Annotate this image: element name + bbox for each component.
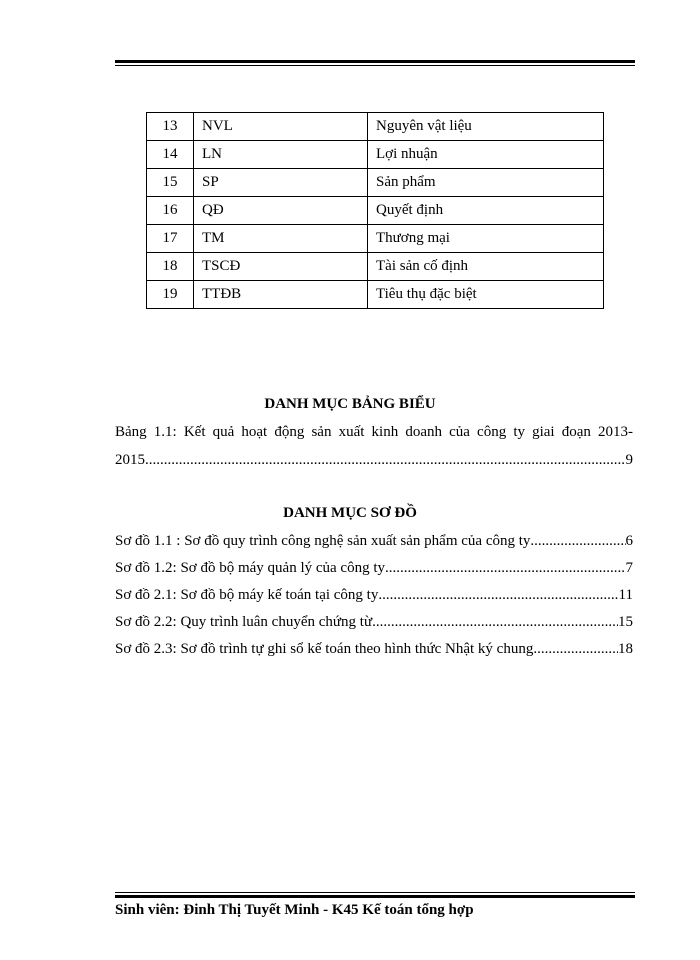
abbreviation-table [146,112,604,309]
diagram-entry-page: 7 [625,560,633,576]
cell-meaning: Nguyên vật liệu [368,113,604,141]
cell-meaning: Tài sản cố định [368,253,604,281]
diagram-entry [115,560,633,577]
diagram-entry-label: Sơ đồ 2.1: Sơ đồ bộ máy kế toán tại công ty [115,587,379,603]
table-row [147,113,604,141]
cell-code: TM [194,225,368,253]
table-row [147,169,604,197]
diagram-entry-page: 18 [618,641,633,657]
table-entry-line1: Bảng 1.1: Kết quả hoạt động sản xuất kinh doanh của công ty giai đoạn 2013- [115,424,633,440]
table-row [147,225,604,253]
table-row [147,197,604,225]
dot-leader [378,587,618,604]
cell-num: 15 [147,169,194,197]
dot-leader [385,560,625,577]
cell-meaning: Sản phẩm [368,169,604,197]
diagram-entry [115,587,633,604]
cell-num: 18 [147,253,194,281]
tables-list-heading: DANH MỤC BẢNG BIỂU [264,396,436,412]
footer-rule [115,892,635,898]
dot-leader [145,452,626,469]
table-entry-line2 [115,452,633,469]
table-row [147,253,604,281]
table-entry-page: 9 [625,452,633,468]
table-row [147,281,604,309]
cell-meaning: Lợi nhuận [368,141,604,169]
cell-num: 16 [147,197,194,225]
cell-code: TSCĐ [194,253,368,281]
table-entry-year: 2015 [115,452,145,468]
diagram-entry-page: 15 [618,614,633,630]
cell-code: LN [194,141,368,169]
diagrams-list-heading: DANH MỤC SƠ ĐỒ [283,505,417,521]
diagram-entry-label: Sơ đồ 1.1 : Sơ đồ quy trình công nghệ sản xuất sản phẩm của công ty [115,533,531,549]
cell-code: QĐ [194,197,368,225]
dot-leader [372,614,618,631]
cell-num: 19 [147,281,194,309]
dot-leader [530,533,625,550]
cell-meaning: Quyết định [368,197,604,225]
cell-num: 13 [147,113,194,141]
cell-meaning: Thương mại [368,225,604,253]
cell-code: NVL [194,113,368,141]
cell-code: TTĐB [194,281,368,309]
dot-leader [533,641,618,658]
table-row [147,141,604,169]
diagram-entry-label: Sơ đồ 2.3: Sơ đồ trình tự ghi sổ kế toán theo hình thức Nhật ký chung [115,641,534,657]
diagram-entry-label: Sơ đồ 2.2: Quy trình luân chuyển chứng từ [115,614,373,630]
diagram-entry-label: Sơ đồ 1.2: Sơ đồ bộ máy quản lý của công ty [115,560,386,576]
diagram-entry [115,533,633,550]
diagram-entry [115,614,633,631]
diagram-entry-page: 6 [625,533,633,549]
header-rule [115,60,635,66]
cell-num: 17 [147,225,194,253]
footer-text: Sinh viên: Đinh Thị Tuyết Minh - K45 Kế toán tổng hợp [115,902,474,918]
cell-num: 14 [147,141,194,169]
cell-code: SP [194,169,368,197]
cell-meaning: Tiêu thụ đặc biệt [368,281,604,309]
diagram-entry-page: 11 [618,587,633,603]
diagram-entry [115,641,633,658]
